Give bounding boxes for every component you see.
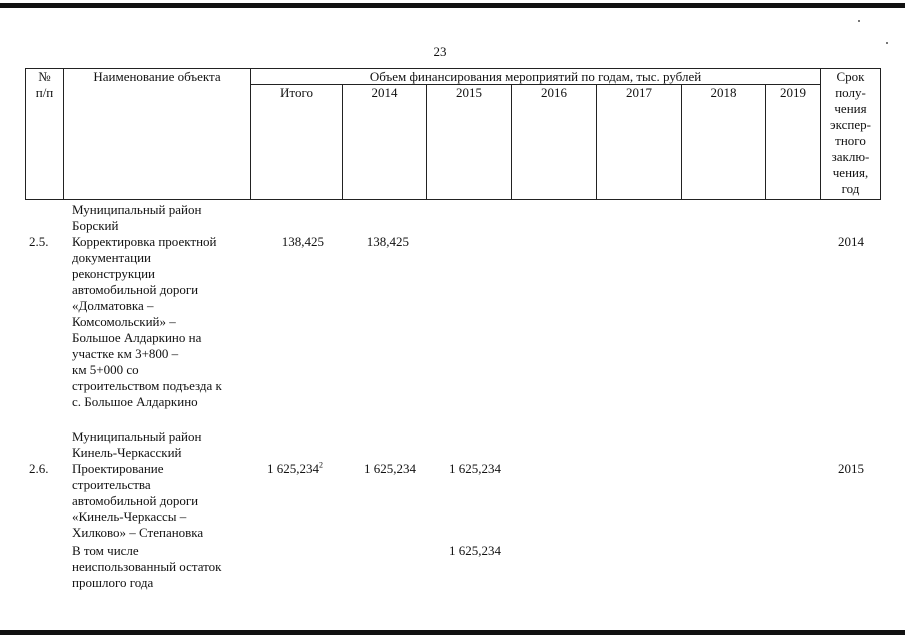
- header-year-2019: 2019: [780, 85, 806, 100]
- top-border-bar: [0, 3, 905, 8]
- row-district: Муниципальный район: [72, 429, 202, 444]
- scan-speck: [858, 20, 860, 22]
- bottom-border-bar: [0, 630, 905, 635]
- row-term: 2014: [838, 234, 864, 249]
- header-year-2017: 2017: [626, 85, 652, 100]
- header-year-2016: 2016: [541, 85, 567, 100]
- row-sub-value-2015: 1 625,234: [449, 543, 501, 558]
- header-year-2015: 2015: [456, 85, 482, 100]
- row-value-2014: 138,425: [366, 234, 409, 249]
- header-total: Итого: [280, 85, 313, 100]
- row-total: 138,425: [281, 234, 324, 249]
- row-total: 1 625,234$^2$: [267, 460, 323, 476]
- header-year-2018: 2018: [710, 85, 737, 100]
- row-number: 2.5.: [29, 234, 49, 249]
- row-value-2015: 1 625,234: [449, 461, 501, 476]
- scan-speck: [886, 42, 888, 44]
- row-number: 2.6.: [29, 461, 49, 476]
- header-number-sign: №: [38, 69, 51, 84]
- header-financing-volume: Объем финансирования мероприятий по годам, тыс. рублей: [369, 69, 702, 84]
- row-district: Муниципальный район: [72, 202, 202, 217]
- row-term: 2015: [838, 461, 864, 476]
- header-year-2014: 2014: [371, 85, 398, 100]
- footnote-marker: 2: [319, 460, 323, 470]
- row-value-2014: 1 625,234: [364, 461, 416, 476]
- header-object-name: Наименование объекта: [93, 69, 221, 84]
- page-number: 23: [433, 44, 447, 59]
- row-district: Кинель-Черкасский: [72, 445, 182, 460]
- row-district: Борский: [72, 218, 119, 233]
- header-number-pp: п/п: [35, 85, 54, 100]
